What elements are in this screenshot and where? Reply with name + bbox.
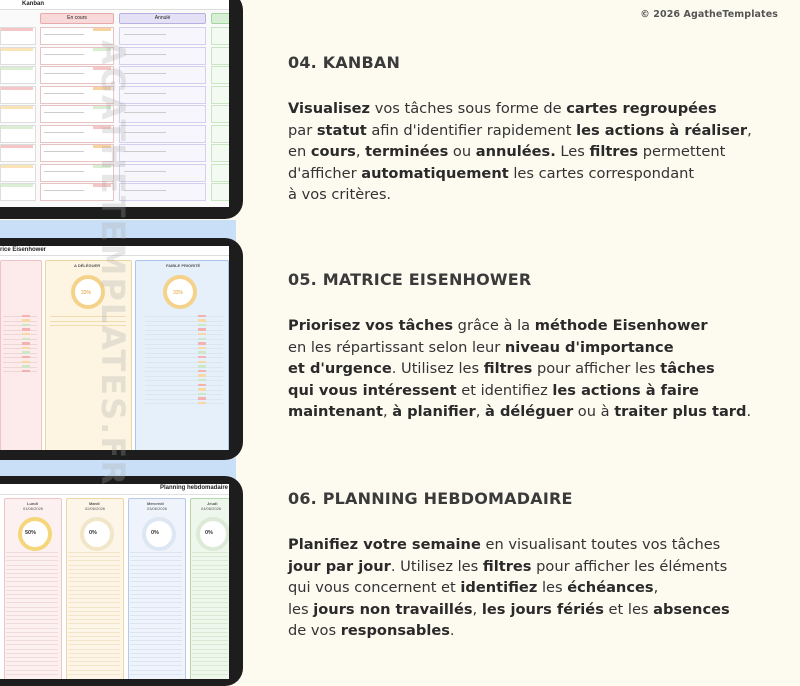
table-row — [192, 623, 228, 624]
table-row — [130, 674, 182, 675]
table-row — [145, 380, 223, 381]
table-row — [145, 394, 223, 395]
table-row — [145, 334, 223, 335]
table-row — [192, 598, 228, 599]
kanban-card — [119, 164, 206, 182]
table-row — [130, 661, 182, 662]
kanban-card — [119, 47, 206, 65]
priority-tag — [198, 328, 206, 331]
priority-tag — [198, 379, 206, 382]
emphasis-text: les jours fériés — [481, 600, 604, 618]
emphasis-text: échéances — [567, 579, 654, 596]
table-row — [130, 632, 182, 633]
table-row — [130, 598, 182, 599]
emphasis-text: méthode Eisenhower — [534, 317, 708, 334]
table-row — [6, 611, 58, 612]
table-row — [6, 644, 58, 645]
priority-tag — [198, 365, 206, 368]
kanban-card — [211, 144, 229, 162]
emphasis-text: Planifiez votre semaine — [288, 536, 481, 553]
priority-tag — [22, 333, 30, 336]
card-line — [44, 73, 84, 74]
priority-tag — [198, 402, 206, 405]
body-text: en les répartissant selon leur — [288, 338, 505, 356]
day-date: 04/06/2026 — [201, 506, 222, 511]
body-text: grâce à la — [453, 317, 535, 334]
priority-tag — [22, 319, 30, 322]
table-row — [192, 665, 228, 666]
table-row — [130, 556, 182, 557]
table-row — [3, 339, 37, 340]
section-body — [288, 98, 788, 206]
body-text: permettent — [638, 143, 726, 160]
body-text: , — [653, 579, 659, 596]
table-row — [6, 590, 58, 591]
table-row — [130, 573, 182, 574]
table-row — [130, 569, 182, 570]
table-row — [6, 581, 58, 582]
priority-tag — [198, 333, 206, 336]
body-text: d'afficher — [288, 164, 362, 182]
section-title: 05. MATRICE EISENHOWER — [288, 270, 532, 289]
progress-percent: 0% — [151, 530, 159, 536]
card-line — [44, 34, 84, 35]
card-line — [44, 112, 84, 113]
table-row — [192, 581, 228, 582]
table-row — [130, 644, 182, 645]
table-row — [6, 670, 58, 671]
emphasis-text: niveau d'importance — [504, 338, 674, 356]
status-tag — [1, 165, 33, 168]
table-row — [130, 607, 182, 608]
priority-tag — [198, 370, 206, 373]
table-row — [130, 615, 182, 616]
table-row — [192, 628, 228, 629]
quadrant-faible-label: FAIBLE PRIORITÉ — [166, 263, 201, 268]
table-row — [192, 556, 228, 557]
status-tag — [1, 106, 33, 109]
table-row — [6, 556, 58, 557]
emphasis-text: identifiez — [460, 579, 538, 596]
emphasis-text: jour par jour — [288, 557, 391, 575]
planning-title: Planning hebdomadaire — [160, 485, 229, 491]
kanban-col-en-cours: En cours — [67, 15, 87, 21]
kanban-card — [211, 27, 229, 45]
body-text: vos tâches sous forme de — [370, 100, 567, 117]
table-row — [192, 653, 228, 654]
table-row — [6, 569, 58, 570]
table-row — [192, 560, 228, 561]
status-tag — [1, 145, 33, 148]
table-row — [6, 602, 58, 603]
table-row — [130, 594, 182, 595]
table-row — [3, 344, 37, 345]
progress-percent: 33% — [81, 290, 92, 296]
table-row — [145, 362, 223, 363]
priority-tag — [22, 365, 30, 368]
kanban-card — [211, 125, 229, 143]
kanban-card — [211, 105, 229, 123]
table-row — [6, 573, 58, 574]
priority-tag — [22, 324, 30, 327]
table-row — [192, 640, 228, 641]
table-row — [3, 367, 37, 368]
emphasis-text: tâches — [660, 360, 715, 377]
table-row — [3, 362, 37, 363]
table-row — [6, 657, 58, 658]
table-row — [6, 674, 58, 675]
table-row — [192, 607, 228, 608]
body-text: , — [382, 403, 393, 420]
table-row — [6, 632, 58, 633]
table-row — [192, 577, 228, 578]
table-row — [3, 325, 37, 326]
body-text: pour afficher les éléments — [531, 557, 728, 575]
copyright: © 2026 AgatheTemplates — [640, 9, 778, 20]
day-name: Mardi — [89, 501, 100, 506]
table-row — [6, 623, 58, 624]
quadrant-faible — [135, 260, 229, 450]
emphasis-text: absences — [653, 600, 730, 618]
table-row — [130, 657, 182, 658]
status-tag — [1, 28, 33, 31]
progress-percent: 33% — [173, 290, 184, 296]
table-row — [130, 623, 182, 624]
body-text: à vos critères. — [288, 186, 392, 203]
table-row — [130, 590, 182, 591]
table-row — [3, 348, 37, 349]
table-row — [3, 316, 37, 317]
priority-tag — [22, 370, 30, 373]
table-row — [192, 644, 228, 645]
body-text: pour afficher les — [532, 360, 661, 377]
emphasis-text: filtres — [589, 143, 639, 160]
progress-percent: 50% — [25, 530, 37, 536]
kanban-card — [211, 164, 229, 182]
table-row — [145, 390, 223, 391]
priority-tag — [198, 356, 206, 359]
priority-tag — [198, 351, 206, 354]
table-row — [6, 598, 58, 599]
emphasis-text: cours — [310, 143, 356, 160]
table-row — [192, 590, 228, 591]
body-text: de vos — [288, 622, 341, 639]
table-row — [192, 615, 228, 616]
table-row — [130, 602, 182, 603]
kanban-card — [119, 125, 206, 143]
table-row — [130, 653, 182, 654]
quadrant-urgent — [0, 260, 42, 450]
status-tag — [1, 126, 33, 129]
table-row — [130, 670, 182, 671]
emphasis-text: filtres — [482, 557, 532, 575]
table-row — [130, 581, 182, 582]
priority-tag — [22, 315, 30, 318]
emphasis-text: les actions à réaliser — [576, 121, 748, 139]
table-row — [192, 573, 228, 574]
emphasis-text: annulées. — [475, 143, 556, 160]
table-row — [130, 565, 182, 566]
card-line — [44, 132, 84, 133]
table-row — [6, 628, 58, 629]
card-line — [44, 54, 84, 55]
body-text: , — [472, 600, 482, 618]
priority-tag — [22, 356, 30, 359]
table-row — [6, 565, 58, 566]
table-row — [145, 399, 223, 400]
watermark: AGATHETEMPLATES.FR — [94, 40, 132, 487]
card-line — [44, 93, 84, 94]
section-body — [288, 534, 788, 642]
kanban-card — [211, 47, 229, 65]
priority-tag — [198, 347, 206, 350]
body-text: Les — [555, 143, 590, 160]
table-row — [6, 653, 58, 654]
day-name: Mercredi — [147, 501, 164, 506]
table-row — [192, 594, 228, 595]
emphasis-text: et d'urgence — [288, 360, 392, 377]
section-eisenhower — [288, 270, 788, 423]
table-row — [130, 560, 182, 561]
table-row — [6, 665, 58, 666]
table-row — [192, 586, 228, 587]
table-row — [6, 586, 58, 587]
priority-tag — [22, 361, 30, 364]
body-text: et identifiez — [456, 381, 553, 399]
body-text: en — [288, 143, 311, 160]
table-row — [6, 640, 58, 641]
body-text: ou — [448, 143, 476, 160]
table-row — [130, 586, 182, 587]
kanban-card — [211, 183, 229, 201]
priority-tag — [198, 342, 206, 345]
kanban-header — [0, 0, 229, 10]
kanban-card — [119, 105, 206, 123]
table-row — [130, 649, 182, 650]
body-text: , — [475, 403, 486, 420]
card-line — [44, 151, 84, 152]
priority-tag — [22, 347, 30, 350]
table-row — [6, 661, 58, 662]
table-row — [145, 403, 223, 404]
emphasis-text: à déléguer — [485, 403, 574, 420]
status-tag — [1, 87, 33, 90]
quadrant-deleguer-label: A DÉLÉGUER — [74, 263, 101, 268]
card-line — [44, 190, 84, 191]
table-row — [145, 385, 223, 386]
kanban-col-header — [40, 13, 114, 24]
table-row — [130, 628, 182, 629]
table-row — [3, 353, 37, 354]
emphasis-text: les actions à faire — [552, 381, 699, 399]
emphasis-text: terminées — [365, 143, 449, 160]
card-line — [44, 171, 84, 172]
table-row — [3, 371, 37, 372]
kanban-card — [119, 183, 206, 201]
table-row — [6, 577, 58, 578]
priority-tag — [198, 319, 206, 322]
table-row — [6, 636, 58, 637]
body-text: les — [288, 600, 314, 618]
priority-tag — [22, 351, 30, 354]
table-row — [145, 371, 223, 372]
priority-tag — [198, 361, 206, 364]
table-row — [6, 560, 58, 561]
emphasis-text: à planifier — [392, 403, 476, 420]
table-row — [145, 330, 223, 331]
priority-tag — [198, 384, 206, 387]
emphasis-text: filtres — [483, 360, 533, 377]
priority-tag — [198, 315, 206, 318]
kanban-card — [211, 86, 229, 104]
priority-tag — [198, 338, 206, 341]
table-row — [192, 636, 228, 637]
emphasis-text: maintenant — [288, 403, 383, 420]
table-row — [3, 357, 37, 358]
section-body — [288, 315, 788, 423]
body-text: par — [288, 121, 317, 139]
table-row — [68, 674, 120, 675]
day-date: 01/06/2026 — [23, 506, 44, 511]
emphasis-text: Visualisez — [288, 100, 371, 117]
section-planning — [288, 489, 788, 642]
table-row — [145, 357, 223, 358]
table-row — [6, 649, 58, 650]
priority-tag — [22, 342, 30, 345]
table-row — [192, 632, 228, 633]
body-text: qui vous concernent et — [288, 579, 461, 596]
progress-percent: 0% — [205, 530, 213, 536]
table-row — [192, 565, 228, 566]
table-row — [6, 615, 58, 616]
table-row — [192, 619, 228, 620]
body-text: les cartes correspondant — [508, 164, 695, 182]
table-row — [192, 649, 228, 650]
priority-tag — [198, 388, 206, 391]
table-row — [192, 657, 228, 658]
table-row — [145, 344, 223, 345]
table-row — [130, 552, 182, 553]
status-tag — [1, 67, 33, 70]
table-row — [145, 353, 223, 354]
table-row — [192, 552, 228, 553]
day-date: 02/06/2026 — [85, 506, 106, 511]
body-text: . Utilisez les — [390, 557, 483, 575]
body-text: . — [746, 403, 752, 420]
table-row — [192, 611, 228, 612]
day-date: 03/06/2026 — [147, 506, 168, 511]
kanban-card — [211, 66, 229, 84]
priority-tag — [198, 393, 206, 396]
priority-tag — [198, 374, 206, 377]
progress-donut — [142, 517, 176, 551]
table-row — [192, 674, 228, 675]
kanban-card — [119, 86, 206, 104]
emphasis-text: cartes regroupées — [566, 100, 717, 117]
emphasis-text: qui vous intéressent — [288, 381, 457, 399]
progress-percent: 0% — [89, 530, 97, 536]
kanban-card — [119, 144, 206, 162]
body-text: les — [537, 579, 568, 596]
day-name: Jeudi — [207, 501, 218, 506]
status-tag — [93, 28, 111, 31]
kanban-col-header — [211, 13, 229, 24]
table-row — [130, 665, 182, 666]
table-row — [145, 348, 223, 349]
table-row — [3, 321, 37, 322]
kanban-col-header — [119, 13, 206, 24]
section-title: 06. PLANNING HEBDOMADAIRE — [288, 489, 573, 508]
table-row — [130, 636, 182, 637]
kanban-col-annule: Annulé — [154, 15, 171, 21]
body-text: ou à — [573, 403, 615, 420]
body-text: . — [449, 622, 455, 639]
section-title: 04. KANBAN — [288, 53, 401, 72]
kanban-title: Kanban — [22, 1, 45, 7]
table-row — [145, 367, 223, 368]
eisenhower-title: rice Eisenhower — [0, 247, 47, 253]
body-text: et les — [603, 600, 654, 618]
table-row — [6, 594, 58, 595]
body-text: , — [747, 121, 752, 139]
table-row — [130, 640, 182, 641]
emphasis-text: statut — [316, 121, 367, 139]
table-row — [6, 619, 58, 620]
table-row — [145, 339, 223, 340]
body-text: en visualisant toutes vos tâches — [480, 536, 721, 553]
status-tag — [1, 48, 33, 51]
table-row — [6, 607, 58, 608]
table-row — [192, 661, 228, 662]
priority-tag — [198, 397, 206, 400]
table-row — [130, 619, 182, 620]
kanban-card — [119, 27, 206, 45]
emphasis-text: responsables — [340, 622, 450, 639]
table-row — [192, 602, 228, 603]
table-row — [192, 670, 228, 671]
table-row — [130, 577, 182, 578]
emphasis-text: Priorisez vos tâches — [288, 317, 454, 334]
card-line — [124, 34, 166, 35]
priority-tag — [22, 338, 30, 341]
day-name: Lundi — [27, 501, 38, 506]
status-tag — [1, 184, 33, 187]
body-text: . Utilisez les — [391, 360, 484, 377]
table-row — [145, 376, 223, 377]
table-row — [145, 325, 223, 326]
table-row — [192, 569, 228, 570]
emphasis-text: traiter plus tard — [614, 403, 747, 420]
emphasis-text: jours non travaillés — [313, 600, 473, 618]
priority-tag — [198, 324, 206, 327]
body-text: , — [355, 143, 366, 160]
table-row — [145, 316, 223, 317]
section-kanban — [288, 53, 788, 206]
priority-tag — [22, 328, 30, 331]
table-row — [3, 330, 37, 331]
table-row — [3, 334, 37, 335]
table-row — [145, 321, 223, 322]
table-row — [6, 552, 58, 553]
body-text: afin d'identifier rapidement — [366, 121, 577, 139]
emphasis-text: automatiquement — [361, 164, 509, 182]
kanban-card — [119, 66, 206, 84]
table-row — [130, 611, 182, 612]
